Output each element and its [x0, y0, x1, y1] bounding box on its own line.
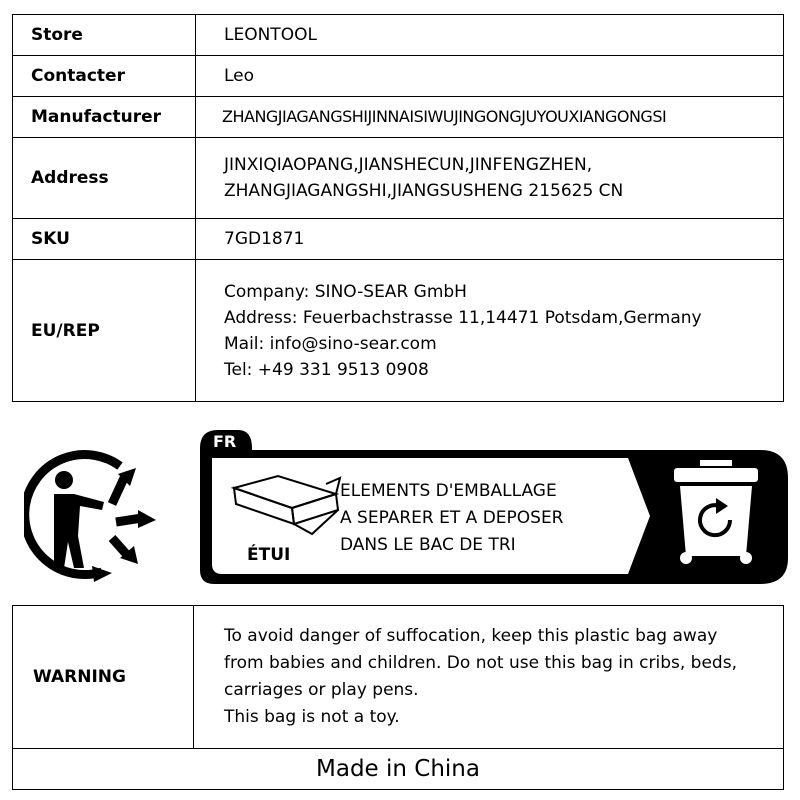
etui-label: ÉTUI [247, 545, 291, 565]
warning-table [12, 605, 784, 790]
fr-text-line: DANS LE BAC DE TRI [340, 535, 516, 555]
warning-line: from babies and children. Do not use this bag in cribs, beds, [224, 652, 737, 673]
fr-text-line: A SEPARER ET A DEPOSER [340, 508, 564, 528]
sku-row [13, 219, 784, 260]
carton-box-icon [228, 468, 346, 538]
address-value [196, 138, 784, 219]
contacter-value: Leo [196, 56, 784, 97]
store-label: Store [13, 15, 196, 56]
fr-tab-label: FR [213, 432, 237, 451]
eurep-label: EU/REP [13, 260, 196, 402]
eurep-row [13, 260, 784, 402]
warning-text [194, 606, 784, 749]
manufacturer-label: Manufacturer [13, 97, 196, 138]
warning-line: To avoid danger of suffocation, keep this plastic bag away [224, 625, 718, 646]
store-row [13, 15, 784, 56]
eurep-value [196, 260, 784, 402]
sku-value: 7GD1871 [196, 219, 784, 260]
fr-recycling-text [340, 478, 564, 559]
recycling-bin-icon [670, 458, 762, 570]
warning-line: This bag is not a toy. [224, 706, 400, 727]
address-label: Address [13, 138, 196, 219]
warning-row [13, 606, 784, 749]
triman-icon [24, 444, 164, 584]
made-in-label: Made in China [13, 748, 784, 789]
store-value: LEONTOOL [196, 15, 784, 56]
contacter-label: Contacter [13, 56, 196, 97]
fr-text-line: ELEMENTS D'EMBALLAGE [340, 481, 557, 501]
address-line: ZHANGJIAGANGSHI,JIANGSUSHENG 215625 CN [224, 181, 624, 201]
address-row [13, 138, 784, 219]
origin-row [13, 748, 784, 789]
sku-label: SKU [13, 219, 196, 260]
manufacturer-value: ZHANGJIAGANGSHIJINNAISIWUJINGONGJUYOUXIANGONGSI [196, 97, 784, 138]
eurep-mail: Mail: info@sino-sear.com [224, 333, 437, 354]
contacter-row [13, 56, 784, 97]
manufacturer-row [13, 97, 784, 138]
eurep-tel: Tel: +49 331 9513 0908 [224, 359, 429, 380]
eurep-address: Address: Feuerbachstrasse 11,14471 Potsdam,Germany [224, 307, 702, 328]
warning-label: WARNING [13, 606, 194, 749]
warning-line: carriages or play pens. [224, 679, 419, 700]
address-line: JINXIQIAOPANG,JIANSHECUN,JINFENGZHEN, [224, 155, 593, 175]
product-info-table [12, 14, 784, 402]
eurep-company: Company: SINO-SEAR GmbH [224, 281, 467, 302]
